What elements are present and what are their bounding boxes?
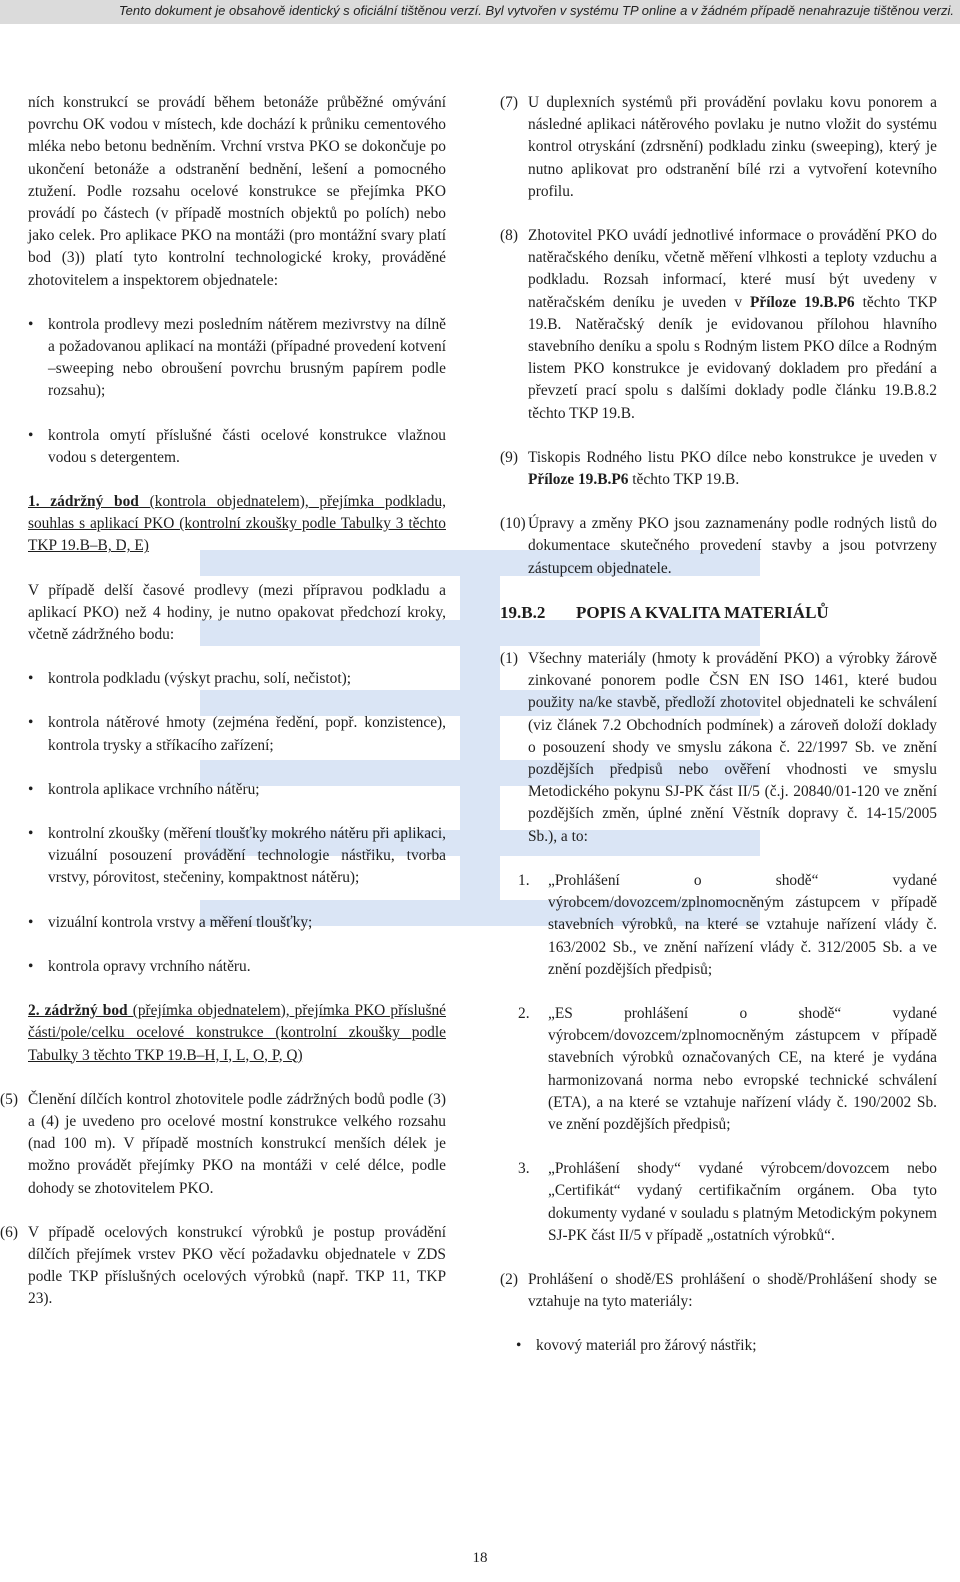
- hold-point-1-text: (kontrola objednatelem), přejímka podkladu, souhlas s aplikací PKO (kontrolní zkoušky podle Tabulky 3 těchto TKP 19.B–B, D, E): [28, 493, 447, 555]
- item-text-end: těchto TKP 19.B. Natěračský deník je evidovanou přílohou hlavního stavebního deníku a spolu s Rodným listem PKO dílce a Rodným listem PKO konstrukce je evidovaný dokladem pro předání a převzetí prací spolu s dalšími doklady podle článku 19.B.8.2 těchto TKP 19.B.: [528, 293, 937, 422]
- enum-label: 2.: [518, 1004, 530, 1022]
- list-item: • kontrola podkladu (výskyt prachu, solí, nečistot);: [28, 668, 446, 690]
- numbered-item-1: [500, 648, 937, 848]
- section-heading: [500, 602, 937, 624]
- page-number: 18: [472, 1550, 488, 1566]
- hold-point-1: [28, 491, 446, 558]
- hold-point-2: [28, 1000, 446, 1067]
- left-column: [0, 92, 447, 1333]
- enum-text: „Prohlášení o shodě“ vydané výrobcem/dovozcem/zplnomocněným zástupcem v případě stavebních výrobků, na které se vztahuje nařízení vlády č. 163/2002 Sb., ve znění nařízení vlády č. 312/2005 Sb. a ve znění pozdějších předpisů;: [548, 871, 937, 978]
- annex-reference: Příloze 19.B.P6: [528, 471, 629, 489]
- disclaimer-text: Tento dokument je obsahově identický s oficiální tištěnou verzí. Byl vytvořen v systému TP online a v žádném případě nenahrazuje tištěnou verzi.: [118, 3, 954, 18]
- list-item: • kovový materiál pro žárový nástřik;: [516, 1335, 937, 1357]
- disclaimer-banner: [0, 0, 960, 24]
- item-label: (10): [500, 515, 526, 533]
- item-label: (2): [500, 1270, 518, 1288]
- item-label: (9): [500, 448, 518, 466]
- numbered-item-6: [0, 1222, 446, 1311]
- section-number: 19.B.2: [500, 602, 546, 622]
- item-text: Členění dílčích kontrol zhotovitele podle zádržných bodů podle (3) a (4) je uvedeno pro ocelové mostní konstrukce velkého rozsahu (nad 100 m). V případě mostních konstrukcí menších délek je možno provádět přejímky PKO na montáži v celé délce, podle dohody se zhotovitelem PKO.: [28, 1090, 446, 1197]
- enumerated-item: [500, 1003, 937, 1136]
- hold-point-2-title: 2. zádržný bod: [28, 1002, 128, 1020]
- numbered-item-2: [500, 1269, 937, 1313]
- enum-text: „ES prohlášení o shodě“ vydané výrobcem/dovozcem/zplnomocněným zástupcem v případě stavebních výrobků označovaných CE, na které je vydána harmonizovaná norma nebo evropské technické schválení (ETA), a na které se vztahuje nařízení vlády č. 190/2002 Sb. ve znění pozdějších předpisů;: [548, 1004, 937, 1133]
- list-item: • kontrola omytí příslušné části ocelové konstrukce vlažnou vodou s detergentem.: [28, 425, 446, 469]
- enumerated-item: [500, 870, 937, 981]
- hold-point-1-title: 1. zádržný bod: [28, 493, 139, 511]
- enumerated-item: [500, 1158, 937, 1247]
- item-text: U duplexních systémů při provádění povlaku kovu ponorem a následné aplikaci nátěrového povlaku je nutno vložit do systému kontrol otryskání (zdrsnění) podkladu zinku (sweeping), který je nutno aplikovat pro odstranění bílé rzi a vytvoření kotevního profilu.: [528, 94, 937, 200]
- item-text: Úpravy a změny PKO jsou zaznamenány podle rodných listů do dokumentace skutečného provedení stavby a jsou potvrzeny zástupcem objednatele.: [528, 515, 937, 577]
- item-label: (7): [500, 94, 518, 111]
- item-text: Prohlášení o shodě/ES prohlášení o shodě/Prohlášení shody se vztahuje na tyto materiály:: [528, 1270, 937, 1311]
- delay-paragraph: V případě delší časové prodlevy (mezi přípravou podkladu a aplikací PKO) než 4 hodiny, je nutno opakovat předchozí kroky, včetně zádržného bodu:: [28, 581, 446, 644]
- item-label: (5): [0, 1090, 18, 1108]
- item-text-start: Zhotovitel PKO uvádí jednotlivé informace o provádění PKO do natěračského deníku, včetně měření vlhkosti a teploty vzduchu a podkladu. Rozsah informací, které musí být uvedeny v natěračském deníku je uveden v: [528, 227, 937, 311]
- list-item: • vizuální kontrola vrstvy a měření tloušťky;: [28, 912, 446, 934]
- list-item: • kontrolní zkoušky (měření tloušťky mokrého nátěru při aplikaci, vizuální posouzení provádění technologie nástřiku, tvorba vrstvy, pórovitost, stečeniny, kompaktnost nátěru);: [28, 823, 446, 890]
- right-column: [500, 92, 937, 1380]
- numbered-item-7: [500, 92, 937, 203]
- list-item: • kontrola nátěrové hmoty (zejména ředění, popř. konzistence), kontrola trysky a stříkacího zařízení;: [28, 712, 446, 756]
- hold-point-2-text: (přejímka objednatelem), přejímka PKO příslušné části/pole/celku ocelové konstrukce (kontrolní zkoušky podle Tabulky 3 těchto TKP 19.B–H, I, L, O, P, Q): [28, 1002, 446, 1064]
- annex-reference: Příloze 19.B.P6: [750, 293, 855, 311]
- intro-paragraph: ních konstrukcí se provádí během betonáže průběžné omývání povrchu OK vodou v místech, kde dochází k průniku cementového mléka nebo betonu bedněním. Vrchní vrstva PKO se dokončuje po ukončení betonáže a odstranění bednění, lešení a pomocného ztužení. Podle rozsahu ocelové konstrukce se přejímka PKO provádí po částech (v případě mostních objektů po polích) nebo jako celek. Pro aplikace PKO na montáži (pro montážní svary platí bod (3)) platí tyto kontrolní technologické kroky, prováděné zhotovitelem a inspektorem objednatele:: [28, 94, 446, 289]
- list-item: • kontrola prodlevy mezi posledním nátěrem mezivrstvy na dílně a požadovanou aplikací na montáži (případné provedení kotvení –sweeping nebo obroušení povrchu brusným papírem podle rozsahu);: [28, 314, 446, 403]
- numbered-item-8: [500, 225, 937, 425]
- enum-label: 1.: [518, 871, 530, 889]
- item-text-end: těchto TKP 19.B.: [628, 471, 740, 489]
- list-item: • kontrola opravy vrchního nátěru.: [28, 956, 446, 978]
- numbered-item-5: [0, 1089, 446, 1200]
- item-label: (6): [0, 1223, 18, 1241]
- section-title: POPIS A KVALITA MATERIÁLŮ: [576, 602, 829, 622]
- numbered-item-10: [500, 513, 937, 580]
- numbered-item-9: [500, 447, 937, 491]
- item-text-start: Tiskopis Rodného listu PKO dílce nebo konstrukce je uveden v: [528, 448, 937, 466]
- item-label: (8): [500, 227, 518, 245]
- enum-label: 3.: [518, 1160, 530, 1178]
- item-text: Všechny materiály (hmoty k provádění PKO) a výrobky žárově zinkované ponorem podle ČSN EN ISO 1461, které budou použity na/ke stavbě, předloží zhotovitel objednateli ke schválení (viz článek 7.2 Obchodních podmínek) a zároveň doloží doklady o posouzení shody ve smyslu zákona č. 22/1997 Sb. ve znění pozdějších předpisů nebo ověření vhodnosti ve smyslu Metodického pokynu SJ-PK část II/5 (č.j. 20840/01-120 ve znění pozdějších změn, úplné znění Věstník dopravy č. 14-15/2005 Sb.), a to:: [528, 650, 937, 845]
- item-label: (1): [500, 650, 518, 668]
- item-text: V případě ocelových konstrukcí výrobků je postup provádění dílčích přejímek vrstev PKO věcí požadavku objednatele v ZDS podle TKP příslušných ocelových výrobků (např. TKP 11, TKP 23).: [28, 1223, 446, 1308]
- enum-text: „Prohlášení shody“ vydané výrobcem/dovozcem nebo „Certifikát“ vydaný certifikačním orgánem. Oba tyto dokumenty vydané v souladu s platným Metodickým pokynem SJ-PK část II/5 v případě „ostatních výrobků“.: [548, 1160, 937, 1244]
- list-item: • kontrola aplikace vrchního nátěru;: [28, 779, 446, 801]
